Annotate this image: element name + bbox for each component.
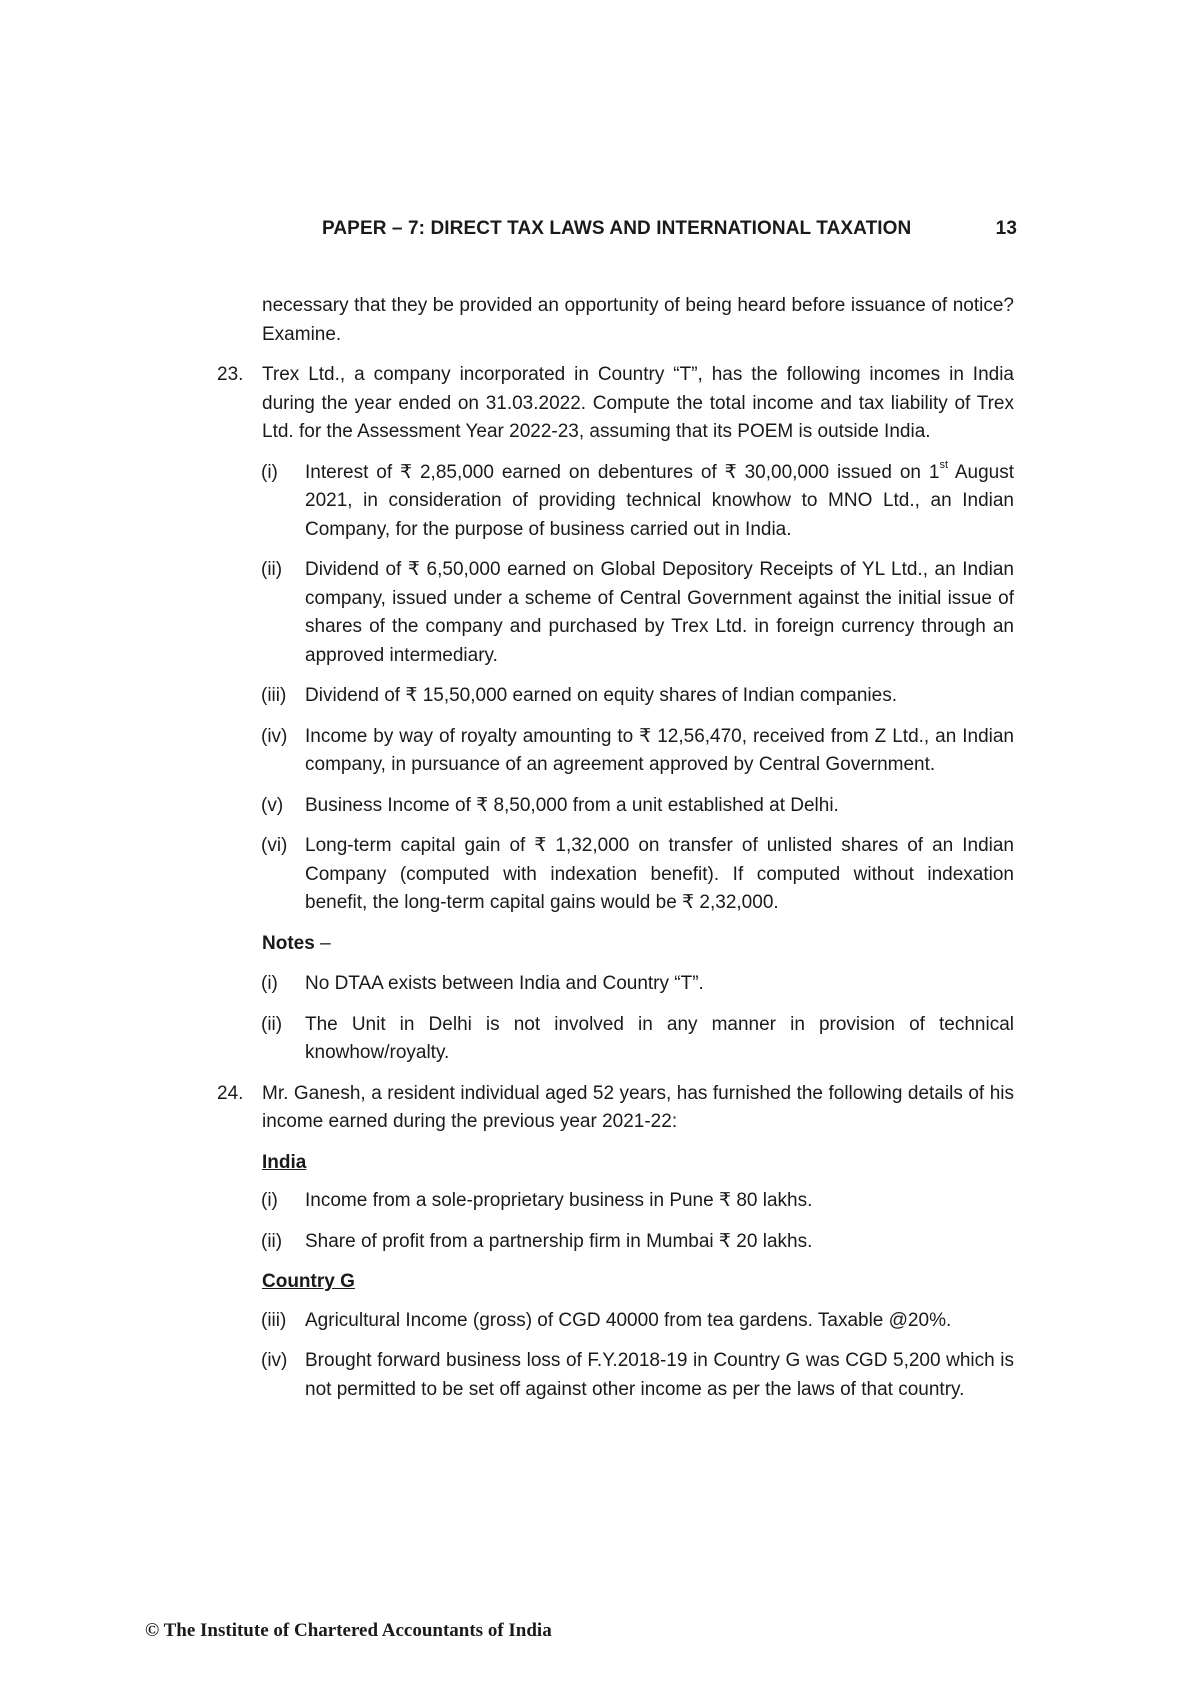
item-number: (i) [261, 1190, 278, 1211]
item-number: (ii) [261, 559, 283, 580]
item-number: (iii) [261, 685, 287, 706]
item-text: Long-term capital gain of ₹ 1,32,000 on transfer of unlisted shares of an Indian Company (computed with indexation benefit). If computed without indexation benefit, the long-term capital gains would be ₹ 2,32,000. [305, 835, 1014, 913]
item-text: Dividend of ₹ 6,50,000 earned on Global Depository Receipts of YL Ltd., an Indian company, issued under a scheme of Central Government against the initial issue of shares of the company and purchased by Trex Ltd. in foreign currency through an approved intermediary. [305, 559, 1014, 666]
list-item [261, 1228, 1014, 1257]
item-number: (i) [261, 461, 278, 483]
item-text: Interest of ₹ 2,85,000 earned on debentures of ₹ 30,00,000 issued on 1 [305, 461, 940, 483]
notes-list [0, 970, 1191, 1068]
question-24 [217, 1080, 1014, 1137]
notes-heading [262, 930, 1191, 959]
item-text: August 2021, in consideration of providing technical knowhow to MNO Ltd., an Indian Company, for the purpose of business carried out in India. [305, 461, 1014, 540]
list-item [261, 1347, 1014, 1404]
item-text: Share of profit from a partnership firm in Mumbai ₹ 20 lakhs. [305, 1230, 813, 1252]
item-number: (ii) [261, 1230, 283, 1252]
list-item [261, 682, 1014, 711]
item-number: (i) [261, 973, 278, 994]
list-item [261, 1307, 1014, 1336]
list-item [261, 1187, 1014, 1216]
country-g-items [0, 1307, 1191, 1405]
notes-dash: – [314, 932, 331, 954]
item-number: (iii) [261, 1309, 287, 1331]
item-text: Income from a sole-proprietary business in Pune ₹ 80 lakhs. [305, 1190, 813, 1211]
item-text: Brought forward business loss of F.Y.2018-19 in Country G was CGD 5,200 which is not permitted to be set off against other income as per the laws of that country. [305, 1350, 1014, 1400]
item-text: Business Income of ₹ 8,50,000 from a unit established at Delhi. [305, 794, 839, 816]
page-number: 13 [995, 218, 1017, 239]
list-item [261, 1011, 1014, 1068]
question-23 [217, 361, 1014, 447]
list-item [261, 832, 1014, 918]
item-number: (ii) [261, 1013, 283, 1035]
list-item [261, 556, 1014, 670]
item-text: No DTAA exists between India and Country “T”. [305, 973, 704, 994]
india-items [0, 1187, 1191, 1256]
copyright-footer: © The Institute of Chartered Accountants of India [145, 1620, 552, 1641]
item-number: (vi) [261, 835, 288, 856]
item-text: The Unit in Delhi is not involved in any manner in provision of technical knowhow/royalty. [305, 1013, 1014, 1063]
list-item [261, 723, 1014, 780]
list-item [261, 459, 1014, 545]
carryover-text: necessary that they be provided an opportunity of being heard before issuance of notice? Examine. [262, 295, 1014, 345]
question-text: Mr. Ganesh, a resident individual aged 52 years, has furnished the following details of his income earned during the previous year 2021-22: [262, 1082, 1014, 1132]
superscript: st [939, 459, 948, 472]
item-number: (v) [261, 794, 284, 816]
country-g-heading: Country G [262, 1271, 355, 1292]
list-item [261, 792, 1014, 821]
item-text: Income by way of royalty amounting to ₹ 12,56,470, received from Z Ltd., an Indian company, in pursuance of an agreement approved by Central Government. [305, 725, 1014, 775]
question-number: 24. [217, 1082, 244, 1104]
india-heading: India [262, 1151, 307, 1173]
item-number: (iv) [261, 725, 288, 747]
item-text: Dividend of ₹ 15,50,000 earned on equity shares of Indian companies. [305, 685, 897, 706]
item-text: Agricultural Income (gross) of CGD 40000 from tea gardens. Taxable @20%. [305, 1309, 952, 1331]
list-item [261, 970, 1014, 999]
question-text: Trex Ltd., a company incorporated in Country “T”, has the following incomes in India during the year ended on 31.03.2022. Compute the total income and tax liability of Trex Ltd. for the Assessment Year 2022-23, assuming that its POEM is outside India. [262, 364, 1014, 442]
page-header [322, 218, 1017, 240]
notes-label: Notes [262, 932, 315, 954]
question-number: 23. [217, 364, 244, 385]
question-23-items [0, 459, 1191, 918]
paper-title: PAPER – 7: DIRECT TAX LAWS AND INTERNATIONAL TAXATION [322, 218, 912, 239]
page-body [0, 292, 1191, 1416]
item-number: (iv) [261, 1350, 288, 1371]
